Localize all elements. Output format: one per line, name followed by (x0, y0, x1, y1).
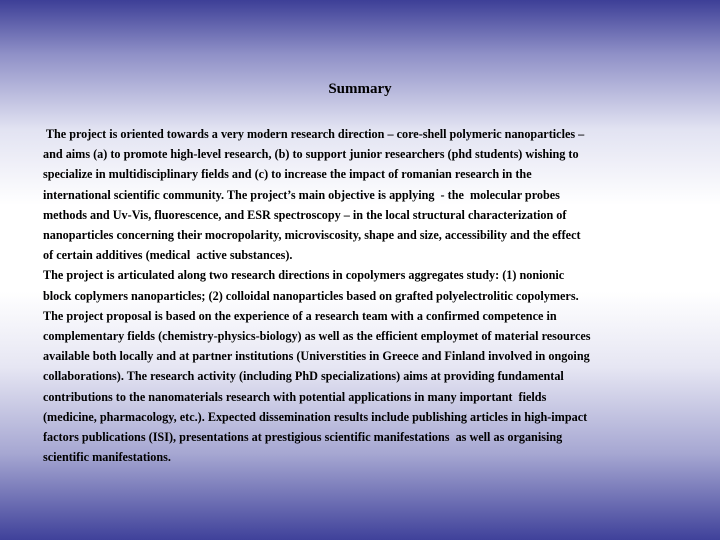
summary-line: contributions to the nanomaterials research with potential applications in many important fields (43, 389, 547, 404)
summary-body (43, 124, 679, 467)
slide-title (0, 80, 720, 98)
summary-line: and aims (a) to promote high-level research, (b) to support junior researchers (phd students) wishing to (43, 147, 579, 162)
summary-line: specialize in multidisciplinary fields and (c) to increase the impact of romanian research in the (43, 167, 532, 182)
summary-line: available both locally and at partner institutions (Universtities in Greece and Finland involved in ongoing (43, 349, 590, 364)
summary-line: complementary fields (chemistry-physics-biology) as well as the efficient employmet of material resources (43, 329, 591, 344)
slide-title-text: Summary (328, 81, 392, 97)
summary-line: methods and Uv-Vis, fluorescence, and ESR spectroscopy – in the local structural characterization of (43, 207, 567, 222)
summary-line: of certain additives (medical active substances). (43, 248, 293, 263)
summary-line: international scientific community. The project’s main objective is applying - the molecular probes (43, 187, 560, 202)
summary-line: The project is oriented towards a very modern research direction – core-shell polymeric nanoparticles – (43, 127, 585, 141)
summary-line: block coplymers nanoparticles; (2) colloidal nanoparticles based on grafted polyelectrolitic copolymers. (43, 288, 579, 303)
summary-paragraph (43, 124, 679, 467)
summary-line: factors publications (ISI), presentations at prestigious scientific manifestations as well as organising (43, 430, 563, 445)
summary-line: nanoparticles concerning their mocropolarity, microviscosity, shape and size, accessibility and the effect (43, 228, 581, 243)
summary-line: The project proposal is based on the experience of a research team with a confirmed competence in (43, 308, 557, 323)
summary-line: scientific manifestations. (43, 450, 171, 465)
summary-line: (medicine, pharmacology, etc.). Expected dissemination results include publishing articles in high-impact (43, 409, 588, 424)
summary-line: The project is articulated along two research directions in copolymers aggregates study: (1) nonionic (43, 268, 565, 283)
summary-line: collaborations). The research activity (including PhD specializations) aims at providing fundamental (43, 369, 564, 384)
